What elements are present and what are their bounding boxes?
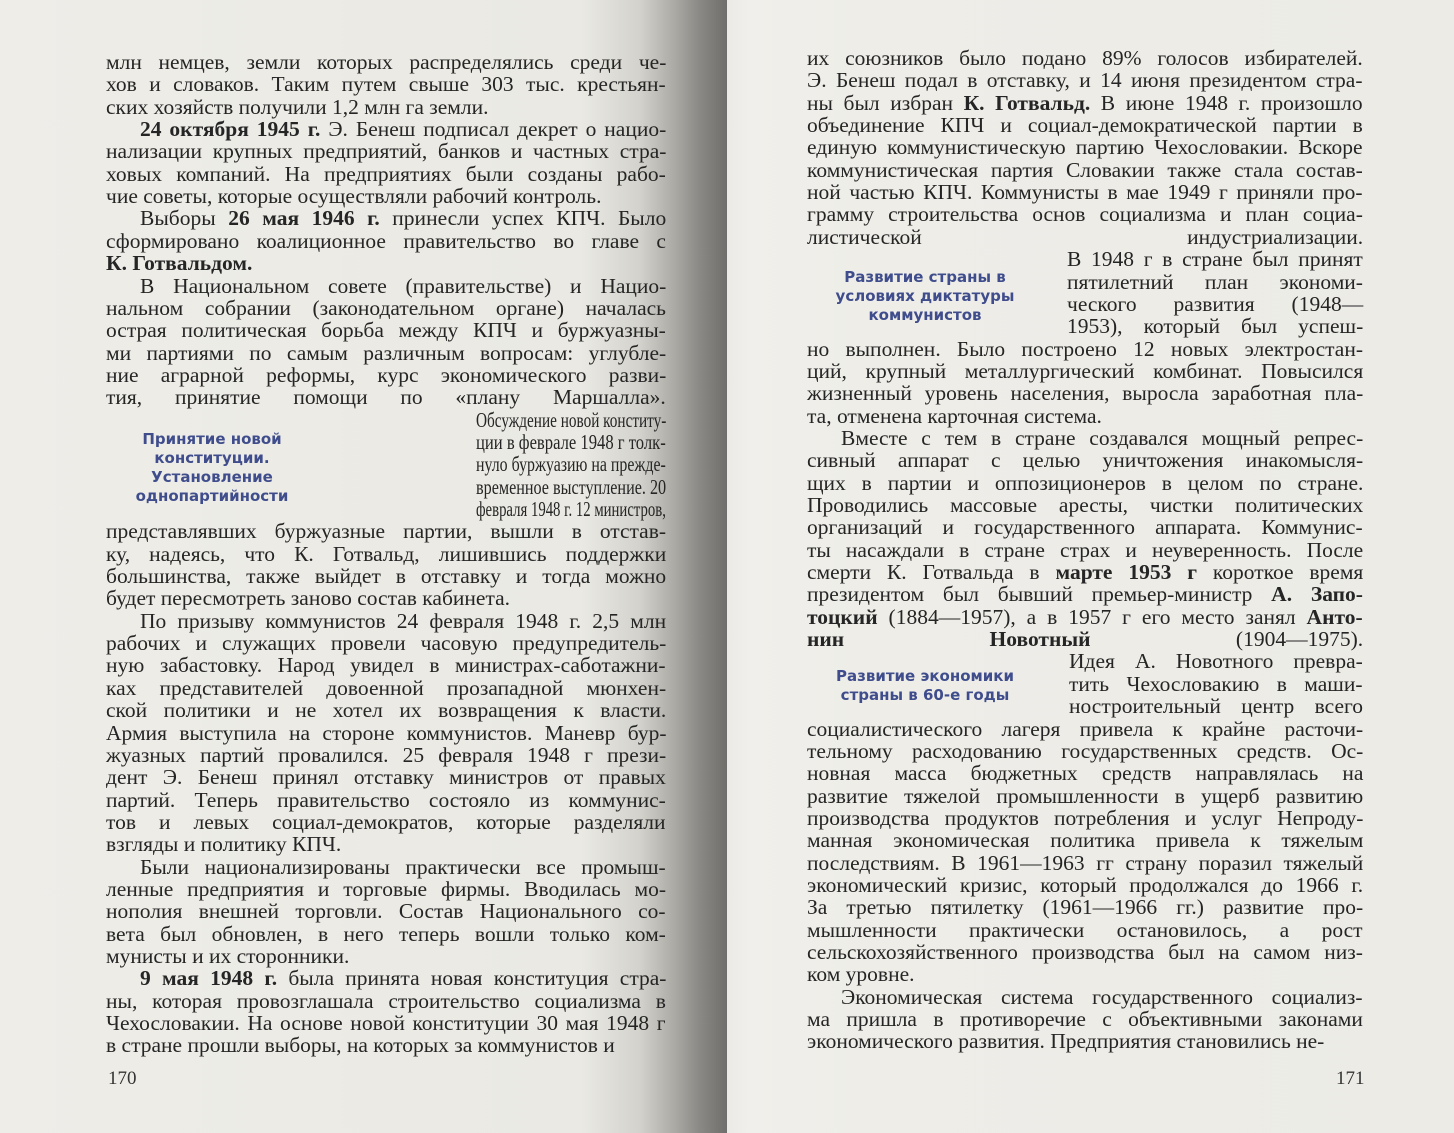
text-segment: ной частью КПЧ. Коммунисты в мае 1949 г приняли про- [807, 180, 1363, 205]
text-segment: В Национальном совете (правительстве) и Нацио- [140, 273, 667, 298]
text-segment: нализации крупных предприятий, банков и частных стра- [106, 139, 667, 164]
text-line [106, 878, 666, 900]
text-segment: Экономическая система государственного социализ- [841, 984, 1363, 1009]
text-segment: производства продуктов потребления и услуг Непроду- [807, 805, 1364, 830]
text-line [807, 829, 1363, 851]
text-segment: будет пересмотреть заново состав кабинета. [106, 586, 511, 611]
text-segment: ской политики и не хотел их возвращения к власти. [106, 698, 667, 723]
text-line [807, 114, 1363, 136]
text-segment: манная экономическая политика привела к тяжелым [807, 828, 1364, 853]
text-line [807, 382, 1363, 404]
text-segment: ны был избран [807, 90, 964, 115]
text-segment: ку, надеясь, что К. Готвальд, лишившись поддержки [106, 541, 667, 566]
text-line [106, 811, 666, 833]
text-line [807, 92, 1363, 114]
text-segment: ческого развития (1948— [1067, 291, 1364, 316]
text-segment: (1904—1975). [1090, 627, 1364, 652]
text-segment: в стране прошли выборы, на которых за коммунистов и [106, 1033, 615, 1058]
text-segment: организаций и государственного аппарата. Коммунис- [807, 515, 1363, 540]
text-line [807, 472, 1363, 494]
text-segment: ны, которая провозглашала строительство социализма в [106, 988, 666, 1013]
text-line [476, 409, 666, 431]
text-line [807, 1030, 1324, 1052]
text-segment: чие советы, которые осуществляли рабочий контроль. [106, 184, 602, 209]
text-segment: была принята новая конституция стра- [277, 966, 667, 991]
text-segment: рабочих и служащих провели часовую предупредитель- [106, 631, 667, 656]
text-segment: большинства, также выйдет в отставку и тогда можно [106, 564, 667, 589]
text-line [140, 856, 666, 878]
text-segment: ций, крупный металлургический комбинат. Повысился [807, 358, 1364, 383]
text-line [140, 207, 666, 229]
text-segment: Проводились массовые аресты, чистки политических [807, 493, 1364, 517]
text-line [106, 140, 666, 162]
text-line [106, 654, 666, 676]
text-segment: К. Готвальд. [963, 90, 1091, 115]
text-line [807, 203, 1363, 225]
text-segment: А. Запо- [1271, 582, 1363, 607]
text-segment: млн немцев, земли которых распределялись среди че- [106, 50, 667, 74]
text-line [476, 453, 666, 475]
text-line [106, 789, 666, 811]
text-segment: Чехословакии. На основе новой конституции 30 мая 1948 г [106, 1011, 666, 1036]
text-line [106, 73, 666, 95]
text-segment: За третью пятилетку (1961—1966 гг.) развитие про- [807, 895, 1364, 920]
text-segment: нуло буржуазию на прежде- [476, 452, 666, 477]
text-line [106, 520, 666, 542]
text-line [807, 896, 1363, 918]
text-line [106, 1012, 666, 1034]
text-line [106, 319, 666, 341]
text-segment: развитие тяжелой промышленности в ущерб развитию [807, 783, 1364, 808]
text-segment: ции в феврале 1948 г толк- [476, 429, 666, 454]
text-segment: пятилетний план экономи- [1067, 269, 1363, 294]
text-line [807, 852, 1363, 874]
text-segment: но выполнен. Было построено 12 новых электростан- [807, 336, 1364, 361]
text-line [106, 766, 666, 788]
text-segment: хов и словаков. Таким путем свыше 303 тыс. крестьян- [106, 72, 666, 97]
text-segment: ховых компаний. На предприятиях были созданы рабо- [106, 161, 666, 186]
text-line [807, 762, 1363, 784]
text-line [807, 740, 1363, 762]
text-segment: ми партиями по самым различным вопросам: углубле- [106, 340, 667, 365]
text-segment: тоцкий [807, 604, 878, 629]
text-segment: новная масса бюджетных средств направлялась на [807, 761, 1364, 786]
text-line [1069, 650, 1363, 672]
text-line [807, 360, 1363, 382]
text-segment: экономический кризис, который продолжался до 1966 г. [807, 872, 1364, 897]
text-segment: ма пришла в противоречие с объективными законами [807, 1007, 1363, 1032]
text-segment: нин Новотный [807, 627, 1091, 652]
text-segment: февраля 1948 г. 12 министров, [476, 497, 666, 521]
text-segment: объединение КПЧ и социал-демократической партии в [807, 113, 1363, 138]
text-segment: временное выступление. 20 [476, 474, 667, 499]
text-segment: нальном собрании (законодательном органе) началась [106, 295, 666, 320]
text-segment: партий. Теперь правительство состояло из коммунис- [106, 787, 666, 812]
text-segment: ских хозяйств получили 1,2 млн га земли. [106, 94, 489, 119]
text-line [106, 990, 666, 1012]
text-segment: сформировано коалиционное правительство во главе с [106, 228, 666, 253]
text-line [1067, 315, 1363, 337]
text-segment: президентом был бывший премьер-министр [807, 582, 1272, 607]
text-line [807, 583, 1363, 605]
sidebar-heading-dictatorship: Развитие страны в условиях диктатуры коммунистов [835, 268, 1015, 324]
text-segment: Вместе с тем в стране создавался мощный репрес- [841, 425, 1364, 450]
text-segment: 26 мая 1946 г. [228, 206, 380, 231]
text-segment: Были национализированы практически все промыш- [140, 854, 666, 879]
text-line [106, 543, 666, 565]
text-segment: представлявших буржуазные партии, вышли в отстав- [106, 519, 667, 544]
sidebar-heading-economy-60s: Развитие экономики страны в 60-е годы [836, 667, 1014, 704]
text-line [807, 807, 1363, 829]
text-line [106, 945, 349, 967]
text-line [841, 986, 1363, 1008]
text-segment: Идея А. Новотного превра- [1069, 649, 1363, 674]
text-line [807, 338, 1363, 360]
text-segment: та, отменена карточная система. [807, 403, 1102, 428]
text-line [807, 47, 1363, 69]
text-line [106, 587, 510, 609]
text-line [106, 677, 666, 699]
text-segment: ную забастовку. Народ увидел в министрах-саботажни- [106, 653, 666, 678]
text-segment: 9 мая 1948 г. [140, 966, 278, 991]
text-segment: вета был обновлен, в него теперь вошли только ком- [106, 921, 666, 946]
text-segment: В 1948 г в стране был принят [1067, 247, 1363, 272]
text-line [106, 252, 252, 274]
text-segment: тия, принятие помощи по «плану Маршалла». [106, 385, 666, 410]
text-segment: единую коммунистическую партию Чехословакии. Вскоре [807, 135, 1363, 160]
text-segment: их союзников было подано 89% голосов избирателей. [807, 46, 1363, 70]
text-segment: Э. Бенеш подписал декрет о нацио- [320, 117, 667, 142]
text-line [841, 427, 1363, 449]
text-line [106, 163, 666, 185]
text-segment: грамму строительства основ социализма и план социа- [807, 202, 1363, 227]
text-line [106, 185, 601, 207]
text-line [1069, 673, 1363, 695]
text-segment: смерти К. Готвальда в [807, 560, 1056, 585]
text-segment: сивный аппарат с целью уничтожения инакомысля- [807, 448, 1364, 473]
text-line [807, 785, 1363, 807]
text-line [807, 718, 1363, 740]
text-line [140, 967, 666, 989]
text-segment: принесли успех КПЧ. Было [379, 206, 667, 231]
text-segment: нополия внешней торговли. Состав Национального со- [106, 899, 666, 924]
text-line [106, 230, 666, 252]
text-segment: ленные предприятия и торговые фирмы. Вводилась мо- [106, 876, 667, 901]
text-line [807, 405, 1102, 427]
text-segment: марте 1953 г [1055, 560, 1197, 585]
text-line [106, 722, 666, 744]
text-line [807, 136, 1363, 158]
text-line [807, 516, 1363, 538]
text-segment: мунисты и их сторонники. [106, 944, 350, 968]
text-segment: жизненный уровень населения, выросла заработная пла- [807, 381, 1364, 406]
sidebar-heading-new-constitution: Принятие новой конституции. Установление однопартийности [135, 430, 289, 505]
text-segment: В июне 1948 г. произошло [1090, 90, 1363, 115]
text-line [807, 941, 1363, 963]
text-segment: листической индустриализации. [807, 224, 1364, 249]
text-segment: 24 октября 1945 г. [140, 117, 321, 142]
text-segment: Э. Бенеш подал в отставку, и 14 июня президентом стра- [807, 68, 1363, 93]
text-line [106, 96, 489, 118]
page-number-right: 171 [1336, 1068, 1365, 1089]
text-line [106, 1034, 615, 1056]
text-line [106, 744, 666, 766]
text-line [106, 699, 666, 721]
text-segment: тов и левых социал-демократов, которые разделяли [106, 809, 666, 834]
text-line [476, 476, 666, 498]
text-segment: коммунистическая партия Словакии также стала состав- [807, 157, 1363, 182]
text-line [807, 874, 1363, 896]
text-line [106, 833, 341, 855]
text-line [1067, 248, 1363, 270]
text-line [106, 297, 666, 319]
text-line [106, 364, 666, 386]
text-segment: мышленности практически остановилось, а рост [807, 917, 1363, 942]
text-segment: ние аграрной реформы, курс экономического разви- [106, 362, 667, 387]
text-line [106, 51, 666, 73]
text-line [476, 431, 666, 453]
text-segment: Армия выступила на стороне коммунистов. Маневр бур- [106, 720, 667, 745]
right-page [727, 0, 1454, 1133]
text-segment: экономического развития. Предприятия становились не- [807, 1029, 1325, 1054]
text-segment: (1884—1957), а в 1957 г его место занял [877, 604, 1307, 629]
text-line [807, 561, 1363, 583]
text-line [476, 498, 666, 520]
text-segment: Выборы [140, 206, 229, 231]
text-line [807, 181, 1363, 203]
text-segment: Анто- [1306, 604, 1363, 629]
text-line [807, 539, 1363, 561]
text-segment: короткое время [1197, 560, 1364, 585]
text-line [807, 628, 1363, 650]
text-line [1067, 293, 1363, 315]
text-line [106, 900, 666, 922]
text-segment: К. Готвальдом. [106, 251, 253, 276]
text-segment: сельскохозяйственного производства был на самом низ- [807, 940, 1363, 964]
text-segment: ком уровне. [807, 962, 915, 987]
text-line [807, 606, 1363, 628]
text-line [807, 963, 915, 985]
text-line [807, 1008, 1363, 1030]
text-line [106, 632, 666, 654]
text-line [807, 226, 1363, 248]
text-line [106, 342, 666, 364]
text-segment: последствиям. В 1961—1963 гг страну поразил тяжелый [807, 850, 1364, 875]
text-line [807, 69, 1363, 91]
text-line [140, 118, 666, 140]
text-segment: взгляды и политику КПЧ. [106, 832, 342, 857]
text-segment: По призыву коммунистов 24 февраля 1948 г. 2,5 млн [140, 608, 667, 633]
text-segment: ностроительный центр всего [1069, 694, 1364, 719]
text-segment: Обсуждение новой конститу- [476, 407, 667, 432]
text-segment: щих в партии и оппозиционеров в целом по стране. [807, 470, 1364, 495]
text-segment: тить Чехословакию в маши- [1069, 671, 1363, 696]
text-segment: ках представителей довоенной прозападной мюнхен- [106, 675, 667, 700]
text-line [807, 159, 1363, 181]
text-segment: жуазных партий провалился. 25 февраля 1948 г прези- [106, 742, 667, 767]
text-segment: 1953), который был успеш- [1067, 314, 1364, 339]
text-line [106, 565, 666, 587]
text-line [1067, 271, 1363, 293]
text-line [106, 923, 666, 945]
text-line [140, 610, 666, 632]
text-line [807, 449, 1363, 471]
text-segment: тельному расходованию государственных средств. Ос- [807, 738, 1364, 763]
text-line [106, 386, 666, 408]
text-line [807, 494, 1363, 516]
text-segment: острая политическая борьба между КПЧ и буржуазны- [106, 318, 666, 343]
text-segment: дент Э. Бенеш принял отставку министров от правых [106, 765, 666, 790]
text-line [140, 275, 666, 297]
text-segment: ты насаждали в стране страх и неуверенность. После [807, 537, 1364, 562]
text-segment: социалистического лагеря привела к крайне расточи- [807, 716, 1364, 741]
page-number-left: 170 [108, 1068, 137, 1089]
text-line [1069, 695, 1363, 717]
text-line [807, 919, 1363, 941]
